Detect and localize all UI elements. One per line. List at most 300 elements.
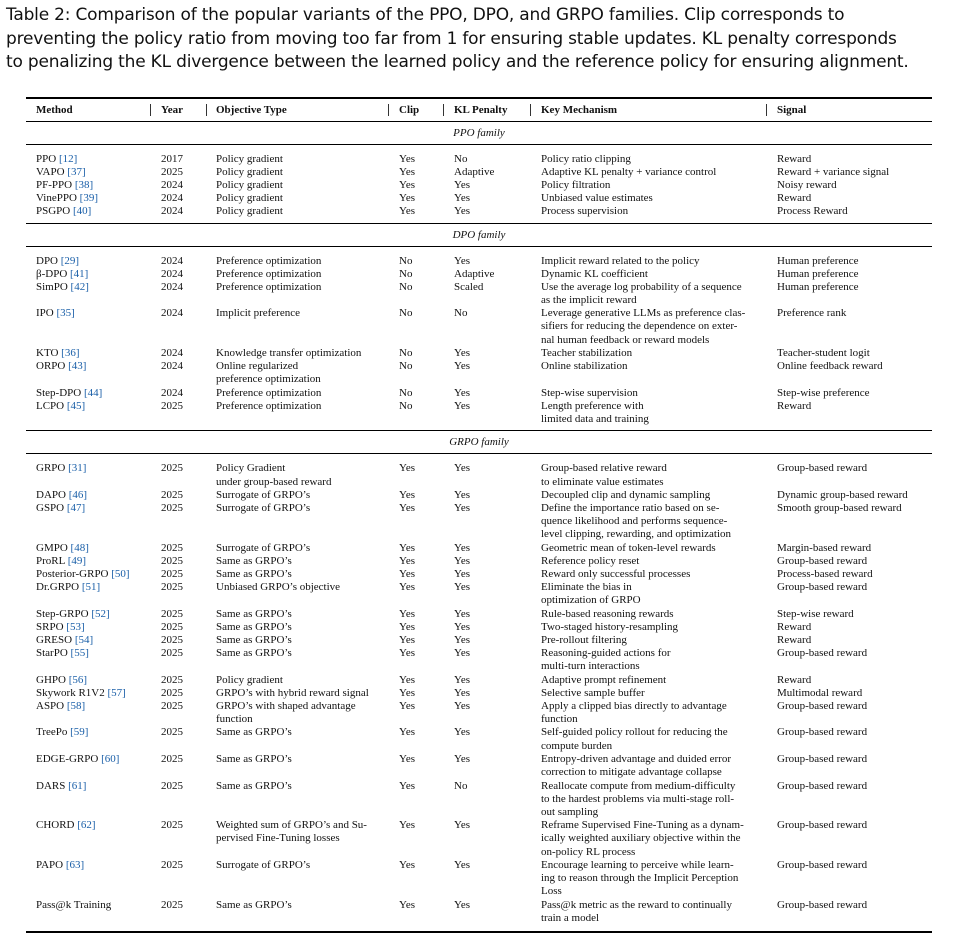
mechanism-cell: Reframe Supervised Fine-Tuning as a dynam- [541, 819, 744, 832]
citation-link[interactable]: [48] [70, 541, 89, 554]
objective-cell: Same as GRPO’s [216, 726, 292, 739]
citation-link[interactable]: [39] [79, 192, 98, 205]
mechanism-cell: multi-turn interactions [541, 660, 640, 673]
column-header: Signal [777, 104, 807, 116]
mechanism-cell: Unbiased value estimates [541, 192, 653, 205]
method-cell [36, 166, 86, 179]
method-cell [36, 400, 85, 413]
method-name: Dr.GRPO [36, 581, 80, 594]
year-cell: 2024 [161, 192, 183, 205]
kl-penalty-cell: Yes [454, 399, 471, 412]
clip-cell: Yes [399, 647, 416, 659]
year-cell: 2025 [161, 399, 183, 412]
signal-cell: Process Reward [777, 205, 848, 218]
signal-cell: Multimodal reward [777, 686, 863, 699]
method-name: PAPO [36, 859, 64, 871]
signal-cell: Group-based reward [777, 898, 868, 911]
year-cell: 2025 [161, 819, 183, 832]
citation-link[interactable]: [31] [68, 462, 87, 475]
year-cell: 2025 [161, 607, 183, 620]
clip-cell: No [399, 280, 413, 293]
kl-penalty-cell: Yes [454, 699, 471, 712]
column-separator [530, 104, 531, 116]
year-cell: 2025 [161, 699, 183, 712]
year-cell: 2025 [161, 647, 183, 659]
kl-penalty-cell: Yes [454, 205, 471, 218]
citation-link[interactable]: [42] [70, 280, 89, 293]
objective-cell: Policy Gradient [216, 462, 286, 475]
objective-cell: Online regularized [216, 360, 299, 373]
method-cell [36, 360, 86, 373]
mechanism-cell: to the hardest problems via multi-stage roll- [541, 792, 735, 805]
method-cell [36, 542, 89, 555]
method-name: PF-PPO [36, 179, 73, 192]
clip-cell: Yes [399, 726, 416, 739]
clip-cell: No [399, 254, 413, 267]
year-cell: 2025 [161, 462, 183, 475]
mechanism-cell: sifiers for reducing the dependence on exter- [541, 320, 738, 333]
family-heading: GRPO family [449, 436, 509, 449]
method-cell [36, 307, 75, 320]
method-cell [36, 255, 79, 268]
objective-cell: GRPO’s with hybrid reward signal [216, 686, 369, 699]
kl-penalty-cell: Yes [454, 554, 471, 567]
clip-cell: Yes [399, 699, 416, 712]
year-cell: 2025 [161, 753, 183, 765]
kl-penalty-cell: Yes [454, 254, 471, 267]
year-cell: 2025 [161, 620, 183, 633]
year-cell: 2024 [161, 267, 183, 280]
method-name: CHORD [36, 819, 75, 832]
clip-cell: Yes [399, 205, 416, 218]
kl-penalty-cell: Yes [454, 726, 471, 739]
method-cell [36, 205, 91, 218]
kl-penalty-cell: Yes [454, 753, 471, 765]
year-cell: 2024 [161, 386, 183, 399]
objective-cell: Policy gradient [216, 179, 283, 192]
year-cell: 2024 [161, 205, 183, 218]
kl-penalty-cell: Yes [454, 179, 471, 192]
table-rule [26, 223, 932, 224]
mechanism-cell: optimization of GRPO [541, 594, 641, 607]
method-cell [36, 462, 86, 475]
objective-cell: GRPO’s with shaped advantage [216, 699, 356, 712]
citation-link[interactable]: [12] [58, 153, 78, 165]
objective-cell: Surrogate of GRPO’s [216, 859, 311, 871]
mechanism-cell: Adaptive prompt refinement [541, 673, 667, 686]
citation-link[interactable]: [47] [66, 502, 86, 515]
column-header: Year [161, 104, 183, 116]
method-cell [36, 153, 77, 166]
method-name: GMPO [36, 541, 68, 554]
kl-penalty-cell: Yes [454, 620, 471, 633]
citation-link[interactable]: [50] [111, 568, 130, 580]
signal-cell: Dynamic group-based reward [777, 489, 908, 501]
citation-link[interactable]: [60] [101, 753, 120, 765]
signal-cell: Group-based reward [777, 859, 868, 871]
citation-link[interactable]: [61] [68, 779, 87, 792]
mechanism-cell: ing to reason through the Implicit Perception [541, 872, 739, 885]
signal-cell: Process-based reward [777, 568, 873, 580]
mechanism-cell: Loss [541, 885, 562, 898]
mechanism-cell: Entropy-driven advantage and duided error [541, 753, 731, 765]
mechanism-cell: Decoupled clip and dynamic sampling [541, 489, 711, 501]
method-name: SRPO [36, 620, 64, 633]
signal-cell: Reward [777, 192, 812, 205]
signal-cell: Group-based reward [777, 726, 868, 739]
signal-cell: Reward [777, 673, 812, 686]
citation-link[interactable]: [38] [74, 179, 94, 192]
year-cell: 2025 [161, 581, 183, 594]
mechanism-cell: nal human feedback or reward models [541, 333, 710, 346]
kl-penalty-cell: Yes [454, 541, 471, 554]
method-name: β-DPO [36, 267, 68, 280]
method-name: SimPO [36, 280, 68, 293]
citation-link[interactable]: [59] [70, 726, 89, 739]
objective-cell: Preference optimization [216, 399, 322, 412]
kl-penalty-cell: Yes [454, 647, 471, 659]
clip-cell: Yes [399, 607, 416, 620]
clip-cell: Yes [399, 502, 416, 515]
mechanism-cell: Reward only successful processes [541, 568, 691, 580]
objective-cell: Same as GRPO’s [216, 753, 292, 765]
clip-cell: Yes [399, 153, 416, 165]
mechanism-cell: Implicit reward related to the policy [541, 254, 700, 267]
mechanism-cell: level clipping, rewarding, and optimization [541, 528, 732, 541]
method-name: Step-GRPO [36, 607, 89, 620]
column-header: Key Mechanism [541, 104, 618, 116]
mechanism-cell: limited data and training [541, 412, 649, 425]
objective-cell: Knowledge transfer optimization [216, 347, 362, 359]
method-cell [36, 489, 87, 502]
signal-cell: Reward [777, 633, 812, 646]
mechanism-cell: Two-staged history-resampling [541, 620, 679, 633]
method-cell [36, 726, 88, 739]
citation-link[interactable]: [58] [66, 699, 86, 712]
citation-link[interactable]: [36] [61, 347, 80, 359]
method-name: TreePo [36, 726, 68, 739]
citation-link[interactable]: [29] [60, 254, 80, 267]
method-cell [36, 899, 111, 912]
clip-cell: Yes [399, 489, 416, 501]
method-name: EDGE-GRPO [36, 753, 99, 765]
method-cell [36, 581, 100, 594]
mechanism-cell: Leverage generative LLMs as preference clas- [541, 307, 746, 320]
kl-penalty-cell: No [454, 779, 468, 792]
mechanism-cell: Dynamic KL coefficient [541, 267, 648, 280]
kl-penalty-cell: Scaled [454, 280, 484, 293]
method-name: ORPO [36, 360, 66, 373]
objective-cell: Same as GRPO’s [216, 898, 292, 911]
method-cell [36, 387, 102, 400]
signal-cell: Group-based reward [777, 647, 868, 659]
clip-cell: Yes [399, 686, 416, 699]
citation-link[interactable]: [54] [74, 633, 94, 646]
citation-link[interactable]: [56] [68, 673, 88, 686]
kl-penalty-cell: Adaptive [454, 166, 495, 179]
column-header: KL Penalty [454, 104, 508, 116]
signal-cell: Reward [777, 399, 812, 412]
method-cell [36, 687, 126, 700]
citation-link[interactable]: [41] [70, 267, 89, 280]
mechanism-cell: Pass@k metric as the reward to continually [541, 898, 732, 911]
clip-cell: No [399, 267, 413, 280]
year-cell: 2025 [161, 489, 183, 501]
year-cell: 2025 [161, 686, 183, 699]
objective-cell: Policy gradient [216, 166, 283, 179]
signal-cell: Reward [777, 620, 812, 633]
kl-penalty-cell: Yes [454, 347, 471, 359]
method-name: ProRL [36, 554, 65, 567]
clip-cell: Yes [399, 819, 416, 832]
year-cell: 2024 [161, 307, 183, 320]
clip-cell: Yes [399, 581, 416, 594]
mechanism-cell: Teacher stabilization [541, 347, 633, 359]
mechanism-cell: Reasoning-guided actions for [541, 647, 671, 659]
method-cell [36, 555, 86, 568]
mechanism-cell: Self-guided policy rollout for reducing the [541, 726, 728, 739]
method-cell [36, 647, 89, 660]
citation-link[interactable]: [57] [107, 686, 126, 699]
caption-line: Table 2: Comparison of the popular variants of the PPO, DPO, and GRPO families. Clip corresponds to [6, 5, 845, 25]
signal-cell: Preference rank [777, 307, 847, 320]
mechanism-cell: as the implicit reward [541, 293, 637, 306]
mechanism-cell: Encourage learning to perceive while learn- [541, 859, 734, 871]
year-cell: 2025 [161, 898, 183, 911]
method-name: Step-DPO [36, 386, 82, 399]
objective-cell: Preference optimization [216, 267, 322, 280]
method-name: VinePPO [36, 192, 77, 205]
signal-cell: Group-based reward [777, 819, 868, 832]
objective-cell: preference optimization [216, 373, 321, 386]
kl-penalty-cell: Yes [454, 607, 471, 620]
mechanism-cell: Reference policy reset [541, 554, 640, 567]
column-separator [206, 104, 207, 116]
method-name: GRPO [36, 462, 66, 475]
citation-link[interactable]: [43] [68, 360, 87, 373]
method-cell [36, 268, 88, 281]
kl-penalty-cell: Yes [454, 673, 471, 686]
objective-cell: Same as GRPO’s [216, 554, 292, 567]
year-cell: 2024 [161, 179, 183, 192]
method-name: DPO [36, 254, 59, 267]
column-separator [443, 104, 444, 116]
mechanism-cell: Policy ratio clipping [541, 153, 631, 165]
signal-cell: Reward + variance signal [777, 166, 890, 179]
method-name: Skywork R1V2 [36, 686, 105, 699]
method-cell [36, 179, 93, 192]
objective-cell: Preference optimization [216, 386, 322, 399]
year-cell: 2017 [161, 153, 183, 165]
mechanism-cell: Length preference with [541, 399, 644, 412]
citation-link[interactable]: [62] [77, 819, 96, 832]
citation-link[interactable]: [44] [83, 386, 103, 399]
table-rule [26, 97, 932, 99]
year-cell: 2025 [161, 859, 183, 871]
method-cell [36, 819, 96, 832]
signal-cell: Teacher-student logit [777, 347, 870, 359]
method-name: DARS [36, 779, 66, 792]
kl-penalty-cell: Yes [454, 462, 471, 475]
clip-cell: Yes [399, 166, 416, 179]
method-cell [36, 568, 130, 581]
mechanism-cell: to eliminate value estimates [541, 475, 664, 488]
method-cell [36, 700, 85, 713]
clip-cell: No [399, 399, 413, 412]
table-rule [26, 453, 932, 454]
signal-cell: Margin-based reward [777, 541, 872, 554]
kl-penalty-cell: Yes [454, 686, 471, 699]
signal-cell: Human preference [777, 280, 859, 293]
kl-penalty-cell: Yes [454, 502, 471, 515]
mechanism-cell: out sampling [541, 805, 599, 818]
objective-cell: Unbiased GRPO’s objective [216, 581, 341, 594]
mechanism-cell: Online stabilization [541, 360, 628, 373]
method-name: Posterior-GRPO [36, 568, 109, 580]
method-name: VAPO [36, 166, 65, 179]
method-cell [36, 859, 84, 872]
clip-cell: Yes [399, 753, 416, 765]
objective-cell: Policy gradient [216, 205, 283, 218]
table-rule [26, 430, 932, 431]
kl-penalty-cell: Yes [454, 898, 471, 911]
signal-cell: Group-based reward [777, 554, 868, 567]
mechanism-cell: ically weighted auxiliary objective within the [541, 832, 741, 845]
clip-cell: Yes [399, 620, 416, 633]
column-header: Objective Type [216, 104, 287, 116]
objective-cell: function [216, 712, 253, 725]
method-name: GHPO [36, 673, 66, 686]
column-header: Method [36, 104, 73, 116]
signal-cell: Noisy reward [777, 179, 837, 192]
clip-cell: Yes [399, 898, 416, 911]
citation-link[interactable]: [53] [66, 620, 85, 633]
kl-penalty-cell: No [454, 153, 468, 165]
year-cell: 2024 [161, 254, 183, 267]
method-cell [36, 634, 93, 647]
table-rule [26, 144, 932, 145]
caption-line: preventing the policy ratio from moving too far from 1 for ensuring stable updates. KL penalty corresponds [6, 28, 897, 49]
method-cell [36, 608, 110, 621]
column-separator [766, 104, 767, 116]
objective-cell: under group-based reward [216, 475, 332, 488]
objective-cell: Same as GRPO’s [216, 647, 292, 659]
clip-cell: No [399, 386, 413, 399]
mechanism-cell: Group-based relative reward [541, 462, 667, 475]
table-rule [26, 121, 932, 122]
kl-penalty-cell: Yes [454, 568, 471, 580]
mechanism-cell: on-policy RL process [541, 845, 636, 858]
objective-cell: Same as GRPO’s [216, 633, 292, 646]
mechanism-cell: function [541, 712, 578, 725]
method-name: KTO [36, 347, 59, 359]
citation-link[interactable]: [52] [91, 607, 110, 620]
citation-link[interactable]: [63] [65, 859, 85, 871]
objective-cell: Same as GRPO’s [216, 607, 292, 620]
signal-cell: Group-based reward [777, 753, 868, 765]
caption-line: to penalizing the KL divergence between the learned policy and the reference policy for ensuring alignment. [6, 52, 909, 72]
citation-link[interactable]: [46] [68, 489, 88, 501]
method-cell [36, 780, 86, 793]
year-cell: 2025 [161, 541, 183, 554]
clip-cell: Yes [399, 673, 416, 686]
signal-cell: Step-wise reward [777, 607, 854, 620]
kl-penalty-cell: Yes [454, 633, 471, 646]
clip-cell: Yes [399, 462, 416, 475]
objective-cell: Preference optimization [216, 254, 322, 267]
objective-cell: Same as GRPO’s [216, 620, 292, 633]
citation-link[interactable]: [55] [70, 647, 89, 659]
mechanism-cell: Use the average log probability of a sequence [541, 280, 742, 293]
year-cell: 2025 [161, 726, 183, 739]
objective-cell: Implicit preference [216, 307, 300, 320]
objective-cell: Same as GRPO’s [216, 568, 292, 580]
mechanism-cell: quence likelihood and performs sequence- [541, 515, 728, 528]
objective-cell: pervised Fine-Tuning losses [216, 832, 340, 845]
signal-cell: Step-wise preference [777, 386, 870, 399]
citation-link[interactable]: [45] [66, 399, 86, 412]
year-cell: 2025 [161, 554, 183, 567]
year-cell: 2025 [161, 673, 183, 686]
clip-cell: Yes [399, 192, 416, 205]
method-name: GRESO [36, 633, 73, 646]
objective-cell: Weighted sum of GRPO’s and Su- [216, 819, 367, 832]
clip-cell: Yes [399, 179, 416, 192]
method-name: LCPO [36, 399, 65, 412]
objective-cell: Policy gradient [216, 192, 283, 205]
table-rule [26, 246, 932, 247]
kl-penalty-cell: Yes [454, 819, 471, 832]
mechanism-cell: compute burden [541, 739, 613, 752]
objective-cell: Policy gradient [216, 673, 283, 686]
mechanism-cell: Geometric mean of token-level rewards [541, 541, 716, 554]
kl-penalty-cell: Yes [454, 859, 471, 871]
mechanism-cell: Pre-rollout filtering [541, 633, 627, 646]
objective-cell: Surrogate of GRPO’s [216, 489, 311, 501]
mechanism-cell: Eliminate the bias in [541, 581, 632, 594]
table-caption [6, 4, 952, 75]
year-cell: 2025 [161, 166, 183, 179]
mechanism-cell: Adaptive KL penalty + variance control [541, 166, 717, 179]
clip-cell: Yes [399, 541, 416, 554]
mechanism-cell: Step-wise supervision [541, 386, 638, 399]
method-name: ASPO [36, 699, 65, 712]
method-name: Pass@k Training [36, 898, 112, 911]
signal-cell: Group-based reward [777, 581, 868, 594]
kl-penalty-cell: Yes [454, 489, 471, 501]
method-cell [36, 281, 89, 294]
column-header: Clip [399, 104, 420, 116]
citation-link[interactable]: [37] [67, 166, 86, 179]
column-separator [388, 104, 389, 116]
citation-link[interactable]: [49] [67, 554, 87, 567]
method-cell [36, 192, 98, 205]
signal-cell: Reward [777, 153, 812, 165]
year-cell: 2025 [161, 633, 183, 646]
method-name: StarPO [36, 647, 68, 659]
kl-penalty-cell: Yes [454, 386, 471, 399]
objective-cell: Policy gradient [216, 153, 283, 165]
mechanism-cell: Rule-based reasoning rewards [541, 607, 674, 620]
citation-link[interactable]: [51] [81, 581, 101, 594]
mechanism-cell: Policy filtration [541, 179, 611, 192]
citation-link[interactable]: [40] [73, 205, 92, 218]
mechanism-cell: Process supervision [541, 205, 629, 218]
objective-cell: Preference optimization [216, 280, 322, 293]
citation-link[interactable]: [35] [56, 307, 75, 320]
objective-cell: Surrogate of GRPO’s [216, 502, 311, 515]
column-separator [150, 104, 151, 116]
